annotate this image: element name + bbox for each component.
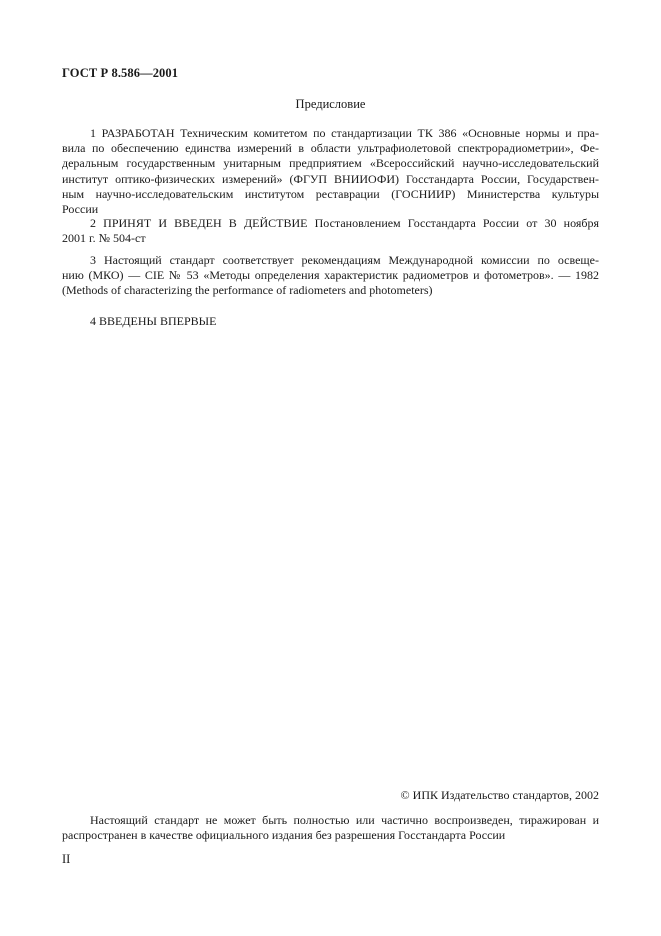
preface-title: Предисловие xyxy=(295,97,366,111)
preface-line: (Methods of characterizing the performance of radiometers and photometers) xyxy=(62,283,433,298)
preface-line: деральным государственным унитарным предприятием «Всероссийский научно-исследовательский xyxy=(62,156,599,171)
preface-line: институт оптико-физических измерений» (ФГУП ВНИИОФИ) Госстандарта России, Государствен- xyxy=(62,171,599,186)
preface-item-introduced xyxy=(62,314,599,329)
notice-line: Настоящий стандарт не может быть полностью или частично воспроизведен, тиражирован и xyxy=(90,813,599,827)
preface-line: нию (МКО) — CIE № 53 «Методы определения характеристик радиометров и фотометров». — 1982 xyxy=(62,268,599,283)
preface-line: ным научно-исследовательским институтом реставрации (ГОСНИИР) Министерства культуры xyxy=(62,186,599,201)
reproduction-notice xyxy=(62,813,599,843)
preface-item-correspondence xyxy=(62,253,599,299)
preface-line: России xyxy=(62,202,99,217)
preface-item-adopted xyxy=(62,216,599,246)
preface-line: 3 Настоящий стандарт соответствует рекомендациям Международной комиссии по освеще- xyxy=(90,253,599,267)
preface-line: 2 ПРИНЯТ И ВВЕДЕН В ДЕЙСТВИЕ Постановлением Госстандарта России от 30 ноября xyxy=(90,216,599,230)
preface-line: 1 РАЗРАБОТАН Техническим комитетом по стандартизации ТК 386 «Основные нормы и пра- xyxy=(90,126,599,140)
preface-line: вила по обеспечению единства измерений в области ультрафиолетовой спектрорадиометрии», Фе- xyxy=(62,141,599,156)
preface-line: 2001 г. № 504-ст xyxy=(62,231,146,246)
page-number: II xyxy=(62,852,71,866)
notice-line: распространен в качестве официального издания без разрешения Госстандарта России xyxy=(62,828,506,843)
preface-item-developed xyxy=(62,126,599,217)
preface-line: 4 ВВЕДЕНЫ ВПЕРВЫЕ xyxy=(90,314,217,328)
document-code: ГОСТ Р 8.586—2001 xyxy=(62,66,179,80)
copyright-notice: © ИПК Издательство стандартов, 2002 xyxy=(400,788,599,802)
